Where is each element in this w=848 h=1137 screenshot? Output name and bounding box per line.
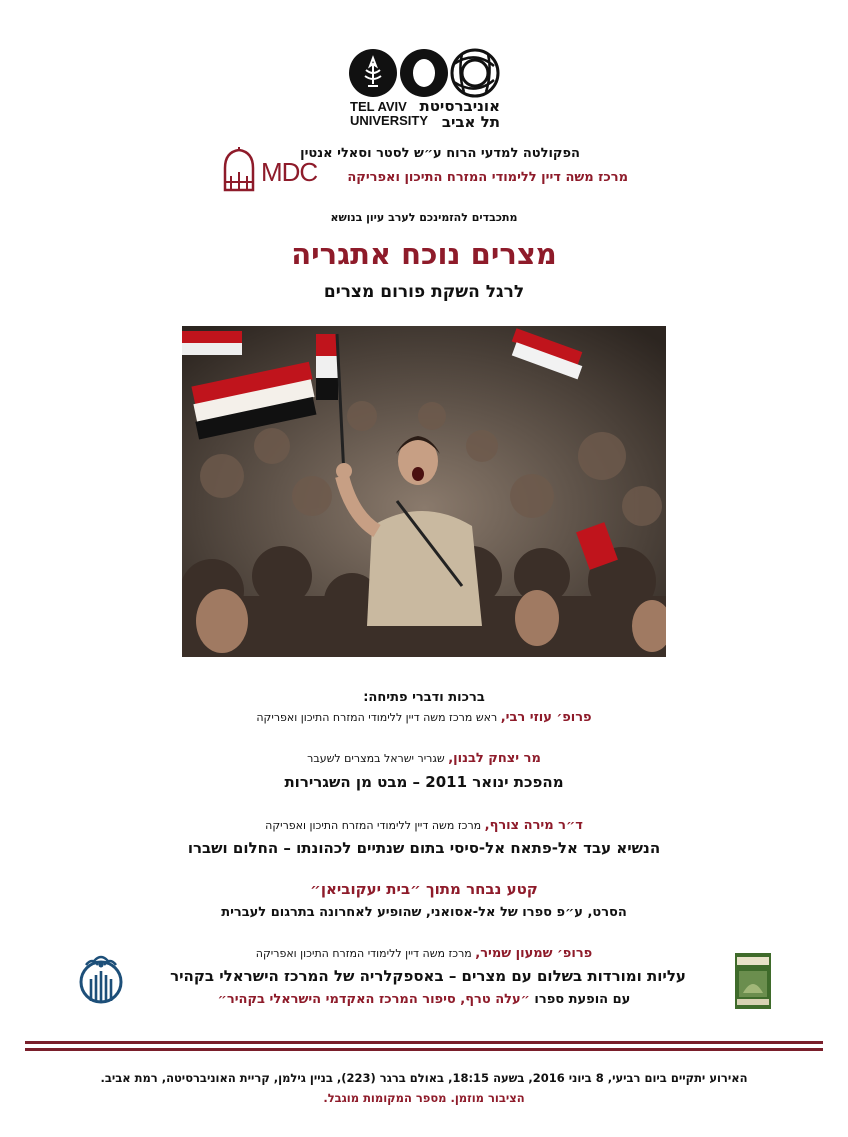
center-name: מרכז משה דיין ללימודי המזרח התיכון ואפריקה (347, 170, 628, 185)
speaker-4-name: פרופ׳ שמעון שמיר, (475, 946, 593, 961)
speaker-2-name: מר יצחק לבנון, (448, 751, 541, 766)
event-subtitle: לרגל השקת פורום מצרים (323, 282, 525, 302)
public-notice: הציבור מוזמן. מספר המקומות מוגבל. (323, 1091, 525, 1105)
film-description: הסרט, ע״פ ספרו של אל-אסואני, שהופיע לאחרונה בתרגום לעברית (221, 905, 627, 920)
university-he-line1: אוניברסיטת (419, 97, 500, 115)
university-en-line1: TEL AVIV (350, 99, 407, 114)
protest-photo-art (182, 326, 666, 657)
speaker-2 (0, 751, 848, 766)
book-title: ״עלה טרף, סיפור המרכז האקדמי הישראלי בקהיר״ (217, 992, 530, 1007)
book-cover-image (735, 953, 771, 1009)
speaker-3-affiliation: מרכז משה דיין ללימודי המזרח התיכון ואפריקה (265, 819, 482, 832)
university-name-he (419, 97, 500, 131)
event-details: האירוע יתקיים ביום רביעי, 8 ביוני 2016, בשעה 18:15, באולם ברגר (223), בניין גילמן, קריית האוניברסיטה, רמת אביב. (100, 1071, 748, 1085)
speaker-4-topic: עליות ומורדות בשלום עם מצרים – באספקלריה של המרכז הישראלי בקהיר (170, 967, 686, 985)
event-title: מצרים נוכח אתגריה (291, 237, 557, 271)
tau-logo (348, 48, 500, 98)
speaker-1-name: פרופ׳ עוזי רבי, (500, 710, 592, 725)
faculty-name: הפקולטה למדעי הרוח ע״ש לסטר וסאלי אנטין (300, 146, 580, 161)
speaker-4-affiliation: מרכז משה דיין ללימודי המזרח התיכון ואפריקה (255, 947, 472, 960)
book-line-prefix: עם הופעת ספרו (534, 992, 631, 1007)
speaker-2-affiliation: שגריר ישראל במצרים לשעבר (307, 752, 445, 765)
university-he-line2: תל אביב (441, 113, 500, 131)
protest-photo (182, 326, 666, 657)
speaker-1 (0, 710, 848, 725)
speaker-1-affiliation: ראש מרכז משה דיין ללימודי המזרח התיכון ואפריקה (256, 711, 498, 724)
university-en-line2: UNIVERSITY (350, 113, 429, 128)
israeli-academic-center-logo (78, 955, 124, 1005)
speaker-3-topic: הנשיא עבד אל-פתאח אל-סיסי בתום שנתיים לכהונתו – החלום ושברו (187, 839, 661, 857)
mdc-dome-icon (219, 146, 259, 192)
intro-text: מתכבדים להזמינכם לערב עיון בנושא (330, 211, 518, 224)
speaker-4 (0, 946, 848, 961)
footer-divider-top (25, 1041, 823, 1044)
book-line (0, 992, 848, 1007)
speaker-2-topic: מהפכת ינואר 2011 – מבט מן השגרירות (284, 773, 564, 791)
speaker-3-name: ד״ר מירה צורף, (484, 818, 583, 833)
speaker-3 (0, 818, 848, 833)
footer-divider-bottom (25, 1048, 823, 1051)
university-name-en (350, 100, 430, 128)
film-heading: קטע נבחר מתוך ״בית יעקוביאן״ (310, 880, 538, 898)
opening-heading: ברכות ודברי פתיחה: (363, 690, 485, 705)
mdc-logo-text: MDC (261, 157, 318, 187)
